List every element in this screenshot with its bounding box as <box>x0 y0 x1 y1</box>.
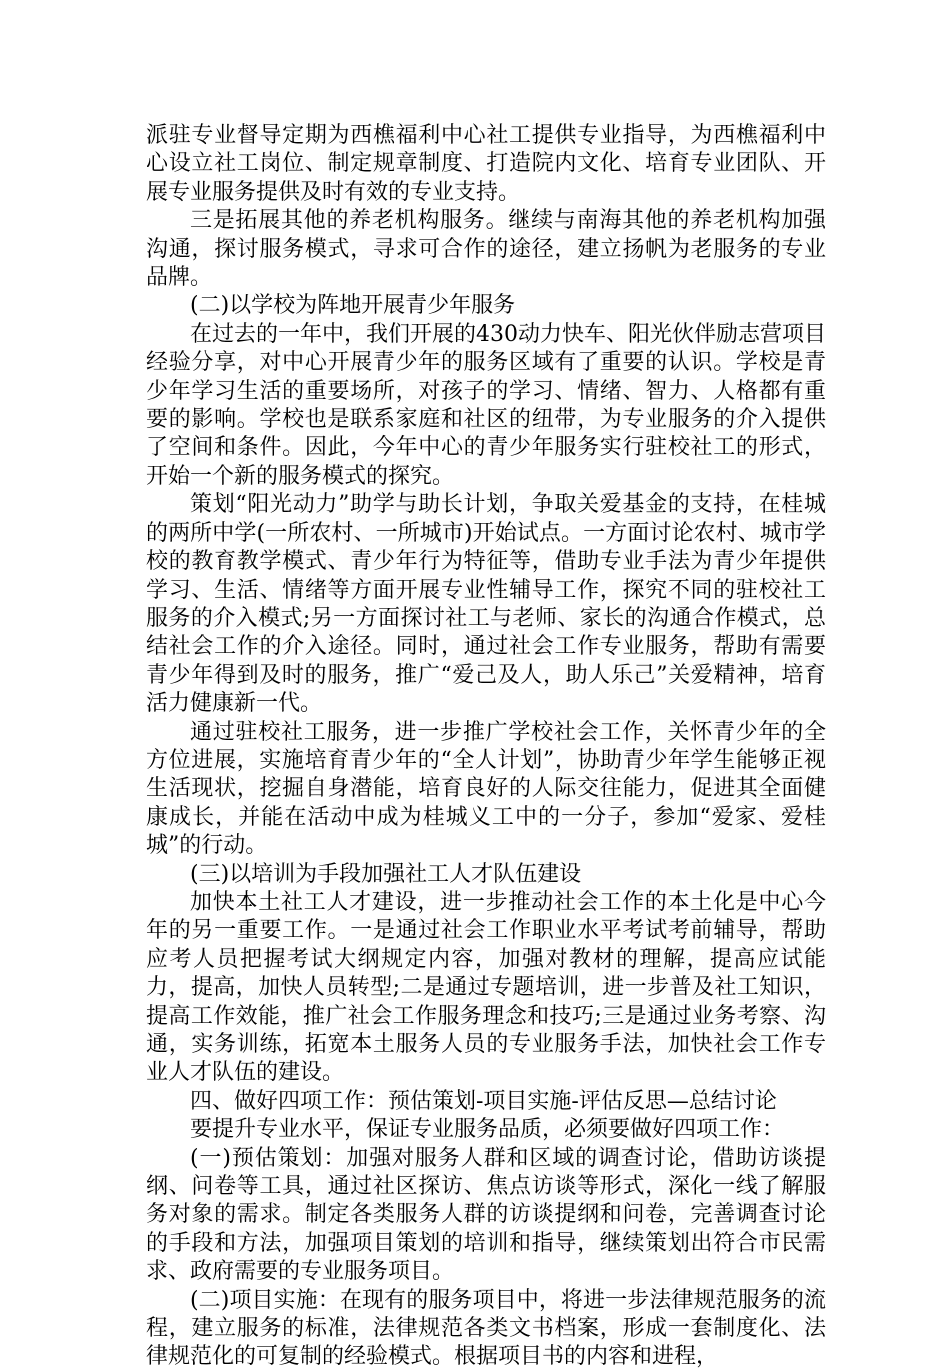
paragraph-elderly-services: 三是拓展其他的养老机构服务。继续与南海其他的养老机构加强沟通，探讨服务模式，寻求可合作的途径，建立扬帆为老服务的专业品牌。 <box>146 208 826 291</box>
paragraph-youth-background: 在过去的一年中，我们开展的430动力快车、阳光伙伴励志营项目经验分享，对中心开展青少年的服务区域有了重要的认识。学校是青少年学习生活的重要场所，对孩子的学习、情绪、智力、人格都有重要的影响。学校也是联系家庭和社区的纽带，为专业服务的介入提供了空间和条件。因此，今年中心的青少年服务实行驻校社工的形式，开始一个新的服务模式的探究。 <box>146 321 826 489</box>
paragraph-assessment-planning: (一)预估策划：加强对服务人群和区域的调查讨论，借助访谈提纲、问卷等工具，通过社区探访、焦点访谈等形式，深化一线了解服务对象的需求。制定各类服务人群的访谈提纲和问卷，完善调查讨论的手段和方法，加强项目策划的培训和指导，继续策划出符合市民需求、政府需要的专业服务项目。 <box>146 1145 826 1285</box>
paragraph-four-tasks-intro: 要提升专业水平，保证专业服务品质，必须要做好四项工作： <box>190 1117 785 1143</box>
paragraph-school-social-work: 通过驻校社工服务，进一步推广学校社会工作，关怀青少年的全方位进展，实施培育青少年的“全人计划”，协助青少年学生能够正视生活现状，挖掘自身潜能，培育良好的人际交往能力，促进其全面健康成长，并能在活动中成为桂城义工中的一分子，参加“爱家、爱桂城”的行动。 <box>146 719 826 859</box>
paragraph-continuation: 派驻专业督导定期为西樵福利中心社工提供专业指导，为西樵福利中心设立社工岗位、制定规章制度、打造院内文化、培育专业团队、开展专业服务提供及时有效的专业支持。 <box>146 123 826 205</box>
section-heading-youth-services: (二)以学校为阵地开展青少年服务 <box>190 293 516 319</box>
document-body <box>146 122 826 1372</box>
section-heading-four-tasks: 四、做好四项工作：预估策划-项目实施-评估反思—总结讨论 <box>190 1088 777 1114</box>
paragraph-talent-building: 加快本土社工人才建设，进一步推动社会工作的本土化是中心今年的另一重要工作。一是通过社会工作职业水平考试考前辅导，帮助应考人员把握考试大纲规定内容，加强对教材的理解，提高应试能力，提高，加快人员转型;二是通过专题培训，进一步普及社工知识，提高工作效能，推广社会工作服务理念和技巧;三是通过业务考察、沟通，实务训练，拓宽本土服务人员的专业服务手法，加快社会工作专业人才队伍的建设。 <box>146 889 826 1086</box>
paragraph-project-implementation: (二)项目实施：在现有的服务项目中，将进一步法律规范服务的流程，建立服务的标准，法律规范各类文书档案，形成一套制度化、法律规范化的可复制的经验模式。根据项目书的内容和进程， <box>146 1287 826 1370</box>
paragraph-sunshine-plan: 策划“阳光动力”助学与助长计划，争取关爱基金的支持，在桂城的两所中学(一所农村、一所城市)开始试点。一方面讨论农村、城市学校的教育教学模式、青少年行为特征等，借助专业手法为青少年提供学习、生活、情绪等方面开展专业性辅导工作，探究不同的驻校社工服务的介入模式;另一方面探讨社工与老师、家长的沟通合作模式，总结社会工作的介入途径。同时，通过社会工作专业服务，帮助有需要青少年得到及时的服务，推广“爱己及人，助人乐己”关爱精神，培育活力健康新一代。 <box>146 492 826 717</box>
section-heading-training: (三)以培训为手段加强社工人才队伍建设 <box>190 861 582 887</box>
